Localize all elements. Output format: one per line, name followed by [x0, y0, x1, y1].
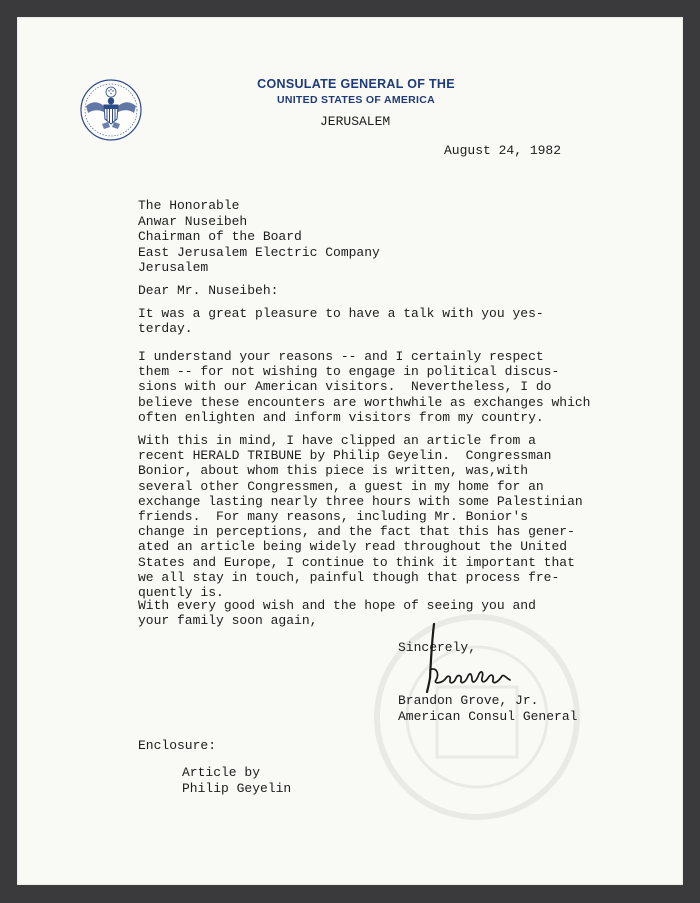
handwritten-signature-icon — [418, 618, 518, 700]
text-line: your family soon again, — [138, 613, 318, 629]
signer-title: American Consul General — [398, 708, 578, 724]
salutation: Dear Mr. Nuseibeh: — [138, 283, 279, 298]
signer-name: Brandon Grove, Jr. — [398, 693, 539, 708]
text-line: friends. For many reasons, including Mr. Bonior's — [138, 509, 529, 525]
text-line: quently is. — [138, 585, 224, 601]
paragraph-3 — [138, 433, 628, 600]
paragraph-2 — [138, 349, 628, 425]
city-heading: JERUSALEM — [320, 114, 391, 129]
text-line: States and Europe, I continue to think it important that — [138, 554, 575, 570]
letter-page — [17, 17, 683, 885]
recipient-line: Jerusalem — [138, 260, 209, 276]
recipient-line: East Jerusalem Electric Company — [138, 244, 380, 260]
closing: Sincerely, — [398, 640, 477, 655]
text-line: them -- for not wishing to engage in political discus- — [138, 364, 560, 380]
letterhead-line2: UNITED STATES OF AMERICA — [276, 94, 436, 106]
paragraph-4 — [138, 598, 628, 628]
text-line: several other Congressmen, a guest in my home for an — [138, 478, 544, 494]
text-line: With this in mind, I have clipped an article from a — [138, 433, 536, 448]
text-line: With every good wish and the hope of seeing you and — [138, 598, 536, 613]
text-line: often enlighten and inform visitors from my country. — [138, 409, 544, 425]
enclosure-line: Philip Geyelin — [182, 780, 292, 796]
text-line: I understand your reasons -- and I certainly respect — [138, 349, 544, 364]
letterhead-line1: CONSULATE GENERAL OF THE — [257, 77, 455, 91]
text-line: It was a great pleasure to have a talk with you yes- — [138, 306, 544, 321]
text-line: sions with our American visitors. Nevertheless, I do — [138, 379, 552, 395]
recipient-line: Chairman of the Board — [138, 229, 302, 245]
recipient-line: Anwar Nuseibeh — [138, 213, 248, 229]
text-line: exchange lasting nearly three hours with some Palestinian — [138, 493, 583, 509]
enclosure-line: Article by — [182, 765, 261, 780]
text-line: Bonior, about whom this piece is written, was,with — [138, 463, 529, 479]
letterhead — [230, 76, 482, 108]
text-line: believe these encounters are worthwhile as exchanges which — [138, 394, 591, 410]
text-line: terday. — [138, 321, 193, 337]
enclosure-item — [182, 765, 291, 796]
recipient-line: The Honorable — [138, 198, 240, 213]
letter-date: August 24, 1982 — [444, 143, 562, 158]
text-line: ated an article being widely read throughout the United — [138, 539, 568, 555]
signer-block — [398, 693, 577, 724]
recipient-address — [138, 198, 380, 276]
paragraph-1 — [138, 306, 628, 336]
great-seal-eagle-icon — [80, 79, 142, 141]
enclosure-label: Enclosure: — [138, 738, 217, 753]
text-line: change in perceptions, and the fact that this has gener- — [138, 524, 575, 540]
text-line: recent HERALD TRIBUNE by Philip Geyelin. Congressman — [138, 448, 552, 464]
text-line: we all stay in touch, painful though that process fre- — [138, 569, 560, 585]
